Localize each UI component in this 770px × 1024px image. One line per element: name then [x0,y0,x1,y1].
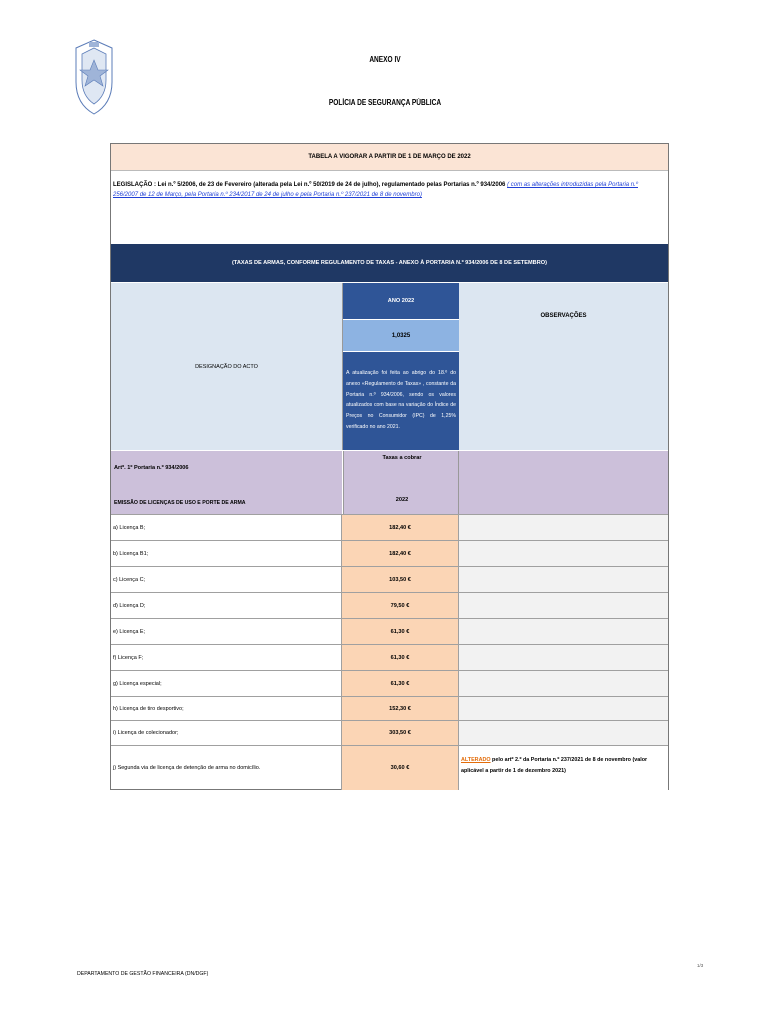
fees-year-label: 2022 [395,497,409,503]
row-observation [459,567,668,592]
row-observation [459,593,668,618]
legislation-text: LEGISLAÇÃO : Lei n.º 5/2006, de 23 de Fevereiro (alterada pela Lei n.º 50/2019 de 24 de julho), regulamentado pelas Portarias n.º 934/2006 [113,182,506,188]
row-fee: 30,60 € [342,746,459,790]
table-row [111,618,668,644]
year-header: ANO 2022 [343,283,459,319]
row-fee: 61,30 € [342,645,459,670]
row-observation [459,671,668,696]
row-observation [459,697,668,720]
footer-department: DEPARTAMENTO DE GESTÃO FINANCEIRA (DN/DGF) [77,971,209,977]
observations-label: OBSERVAÇÕES [540,313,587,319]
row-observation [459,746,668,790]
table-row [111,670,668,696]
section-bar-title: (TAXAS DE ARMAS, CONFORME REGULAMENTO DE TAXAS - ANEXO À PORTARIA N.º 934/2006 DE 8 DE SETEMBRO) [111,244,668,282]
row-observation [459,645,668,670]
row-observation [459,515,668,540]
row-designation: e) Licença E; [111,619,342,644]
legislation-amendments-link[interactable]: ( com as alterações introduzidas pela Portaria n.º 256/2007 de 12 de Março, pela Portaria n.º 234/2017 de 24 de julho e pela Portaria n.º 237/2021 de 8 de novembro) [113,182,638,198]
page-number: 1/3 [697,963,704,968]
row-observation [459,721,668,745]
row-fee: 182,40 € [342,541,459,566]
issuance-heading: EMISSÃO DE LICENÇAS DE USO E PORTE DE ARMA [114,500,246,506]
table-row [111,644,668,670]
row-observation [459,619,668,644]
table-row [111,696,668,720]
row-fee: 182,40 € [342,515,459,540]
table-row [111,540,668,566]
row-fee: 61,30 € [342,671,459,696]
table-row [111,592,668,618]
observations-section-cell [459,451,668,514]
row-designation: f) Licença F; [111,645,342,670]
row-designation: h) Licença de tiro desportivo; [111,697,342,720]
altered-note: pelo artº 2.º da Portaria n.º 237/2021 de 8 de novembro (valor aplicável a partir de 1 de dezembro 2021) [461,757,648,774]
row-fee: 303,50 € [342,721,459,745]
row-observation [459,541,668,566]
organization-title: POLÍCIA DE SEGURANÇA PÚBLICA [328,98,442,107]
row-designation: c) Licença C; [111,567,342,592]
fees-to-charge-label: Taxas a cobrar [382,455,422,461]
table-row [111,720,668,745]
row-designation: g) Licença especial; [111,671,342,696]
row-designation: i) Licença de colecionador; [111,721,342,745]
row-designation: b) Licença B1; [111,541,342,566]
designation-header: DESIGNAÇÃO DO ACTO [111,283,343,450]
row-designation: a) Licença B; [111,515,342,540]
row-fee: 79,50 € [342,593,459,618]
update-note: A atualização foi feita ao abrigo do 18.º do anexo «Regulamento de Taxas» , constante da Portaria n.º 934/2006, sendo os valores atualizados com base na variação do Índice de Preços no Consumidor (IPC) de 1,25% verificado no ano 2021. [343,352,459,450]
altered-link[interactable]: ALTERADO [461,757,491,763]
row-fee: 152,30 € [342,697,459,720]
row-fee: 103,50 € [342,567,459,592]
update-coefficient: 1,0325 [343,320,459,351]
table-title: TABELA A VIGORAR A PARTIR DE 1 DE MARÇO DE 2022 [111,144,668,171]
article-reference: Artº. 1º Portaria n.º 934/2006 [114,465,189,471]
fees-header [343,451,459,514]
table-row [111,514,668,540]
row-fee: 61,30 € [342,619,459,644]
table-row [111,745,668,790]
observations-header [459,283,668,450]
article-section [111,451,342,514]
row-designation: d) Licença D; [111,593,342,618]
table-row [111,566,668,592]
row-designation: j) Segunda via de licença de detenção de arma no domicílio. [111,746,342,790]
legislation-note [111,176,666,242]
annex-title: ANEXO IV [369,55,401,64]
